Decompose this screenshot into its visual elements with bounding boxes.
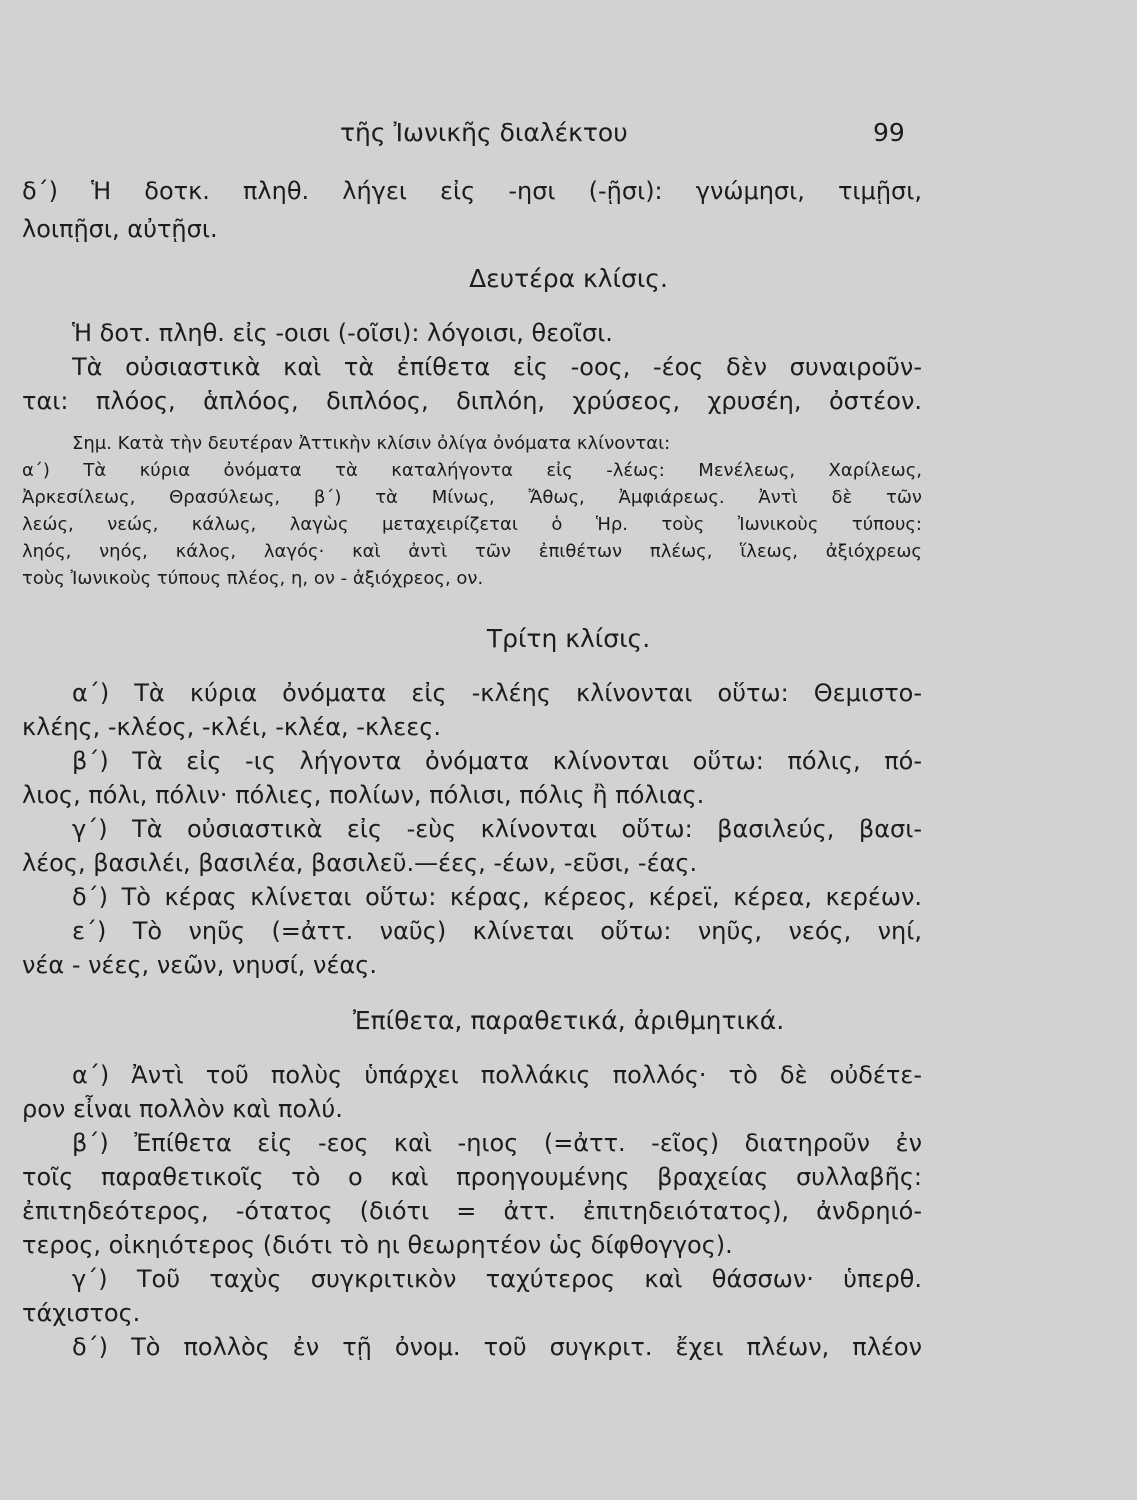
text-line: τάχιστος. — [22, 1299, 141, 1327]
note-line: Σημ. Κατὰ τὴν δευτέραν Ἀττικὴν κλίσιν ὀλίγα ὀνόματα κλίνονται: — [72, 433, 671, 454]
text-line: β΄) Ἐπίθετα εἰς -εος καὶ -ηιος (=ἀττ. -εῖος) διατηροῦν ἐν — [72, 1129, 922, 1157]
text-line: β΄) Τὰ εἰς -ις λήγοντα ὀνόματα κλίνονται οὕτω: πόλις, πό- — [72, 747, 922, 775]
text-line: τοῖς παραθετικοῖς τὸ ο καὶ προηγουμένης βραχείας συλλαβῆς: — [22, 1163, 922, 1191]
text-line: δ΄) Ἡ δοτκ. πληθ. λήγει εἰς -ησι (-ῇσι): γνώμησι, τιμῇσι, — [22, 177, 922, 205]
text-line: γ΄) Τὰ οὐσιαστικὰ εἰς -εὺς κλίνονται οὕτω: βασιλεύς, βασι- — [72, 815, 922, 843]
text-line: ρον εἶναι πολλὸν καὶ πολύ. — [22, 1095, 343, 1123]
note-line: Ἀρκεσίλεως, Θρασύλεως, β΄) τὰ Μίνως, Ἄθως, Ἀμφιάρεως. Ἀντὶ δὲ τῶν — [22, 487, 922, 508]
section-heading: Τρίτη κλίσις. — [486, 624, 651, 653]
text-line: δ΄) Τὸ πολλὸς ἐν τῇ ὀνομ. τοῦ συγκριτ. ἔχει πλέων, πλέον — [72, 1333, 922, 1361]
section-heading: Δευτέρα κλίσις. — [469, 264, 668, 293]
text-line: Ἡ δοτ. πληθ. εἰς -οισι (-οῖσι): λόγοισι, θεοῖσι. — [72, 319, 613, 347]
note-line: τοὺς Ἰωνικοὺς τύπους πλέος, η, ον - ἀξιόχρεος, ον. — [22, 568, 484, 589]
note-line: α΄) Τὰ κύρια ὀνόματα τὰ καταλήγοντα εἰς -λέως: Μενέλεως, Χαρίλεως, — [22, 460, 922, 481]
running-header — [0, 118, 1137, 158]
page-number: 99 — [873, 118, 905, 147]
text-line: νέα - νέες, νεῶν, νηυσί, νέας. — [22, 951, 377, 979]
text-line: ἐπιτηδεότερος, -ότατος (διότι = ἀττ. ἐπιτηδειότατος), ἀνδρηιό- — [22, 1197, 922, 1225]
text-line: γ΄) Τοῦ ταχὺς συγκριτικὸν ταχύτερος καὶ θάσσων· ὑπερθ. — [72, 1265, 922, 1293]
note-line: ληός, νηός, κάλος, λαγός· καὶ ἀντὶ τῶν ἐπιθέτων πλέως, ἵλεως, ἀξιόχρεως — [22, 541, 922, 562]
header-title: τῆς Ἰωνικῆς διαλέκτου — [340, 118, 628, 147]
text-line: δ΄) Τὸ κέρας κλίνεται οὕτω: κέρας, κέρεος, κέρεϊ, κέρεα, κερέων. — [72, 883, 922, 911]
section-heading: Ἐπίθετα, παραθετικά, ἀριθμητικά. — [352, 1006, 785, 1035]
text-line: τερος, οἰκηιότερος (διότι τὸ ηι θεωρητέον ὡς δίφθογγος). — [22, 1231, 733, 1259]
text-line: ε΄) Τὸ νηῦς (=ἀττ. ναῦς) κλίνεται οὕτω: νηῦς, νεός, νηί, — [72, 917, 922, 945]
text-line: Τὰ οὐσιαστικὰ καὶ τὰ ἐπίθετα εἰς -οος, -έος δὲν συναιροῦν- — [72, 353, 922, 381]
text-line: α΄) Τὰ κύρια ὀνόματα εἰς -κλέης κλίνονται οὕτω: Θεμιστο- — [72, 679, 922, 707]
note-line: λεώς, νεώς, κάλως, λαγὼς μεταχειρίζεται ὁ Ἡρ. τοὺς Ἰωνικοὺς τύπους: — [22, 514, 922, 535]
text-line: ται: πλόος, ἁπλόος, διπλόος, διπλόη, χρύσεος, χρυσέη, ὀστέον. — [22, 387, 922, 415]
text-line: λοιπῇσι, αὐτῇσι. — [22, 215, 218, 243]
text-line: α΄) Ἀντὶ τοῦ πολὺς ὑπάρχει πολλάκις πολλός· τὸ δὲ οὐδέτε- — [72, 1061, 922, 1089]
text-line: λιος, πόλι, πόλιν· πόλιες, πολίων, πόλισι, πόλις ἢ πόλιας. — [22, 781, 705, 809]
text-line: λέος, βασιλέι, βασιλέα, βασιλεῦ.—έες, -έων, -εῦσι, -έας. — [22, 849, 698, 877]
text-line: κλέης, -κλέος, -κλέι, -κλέα, -κλεες. — [22, 713, 441, 741]
